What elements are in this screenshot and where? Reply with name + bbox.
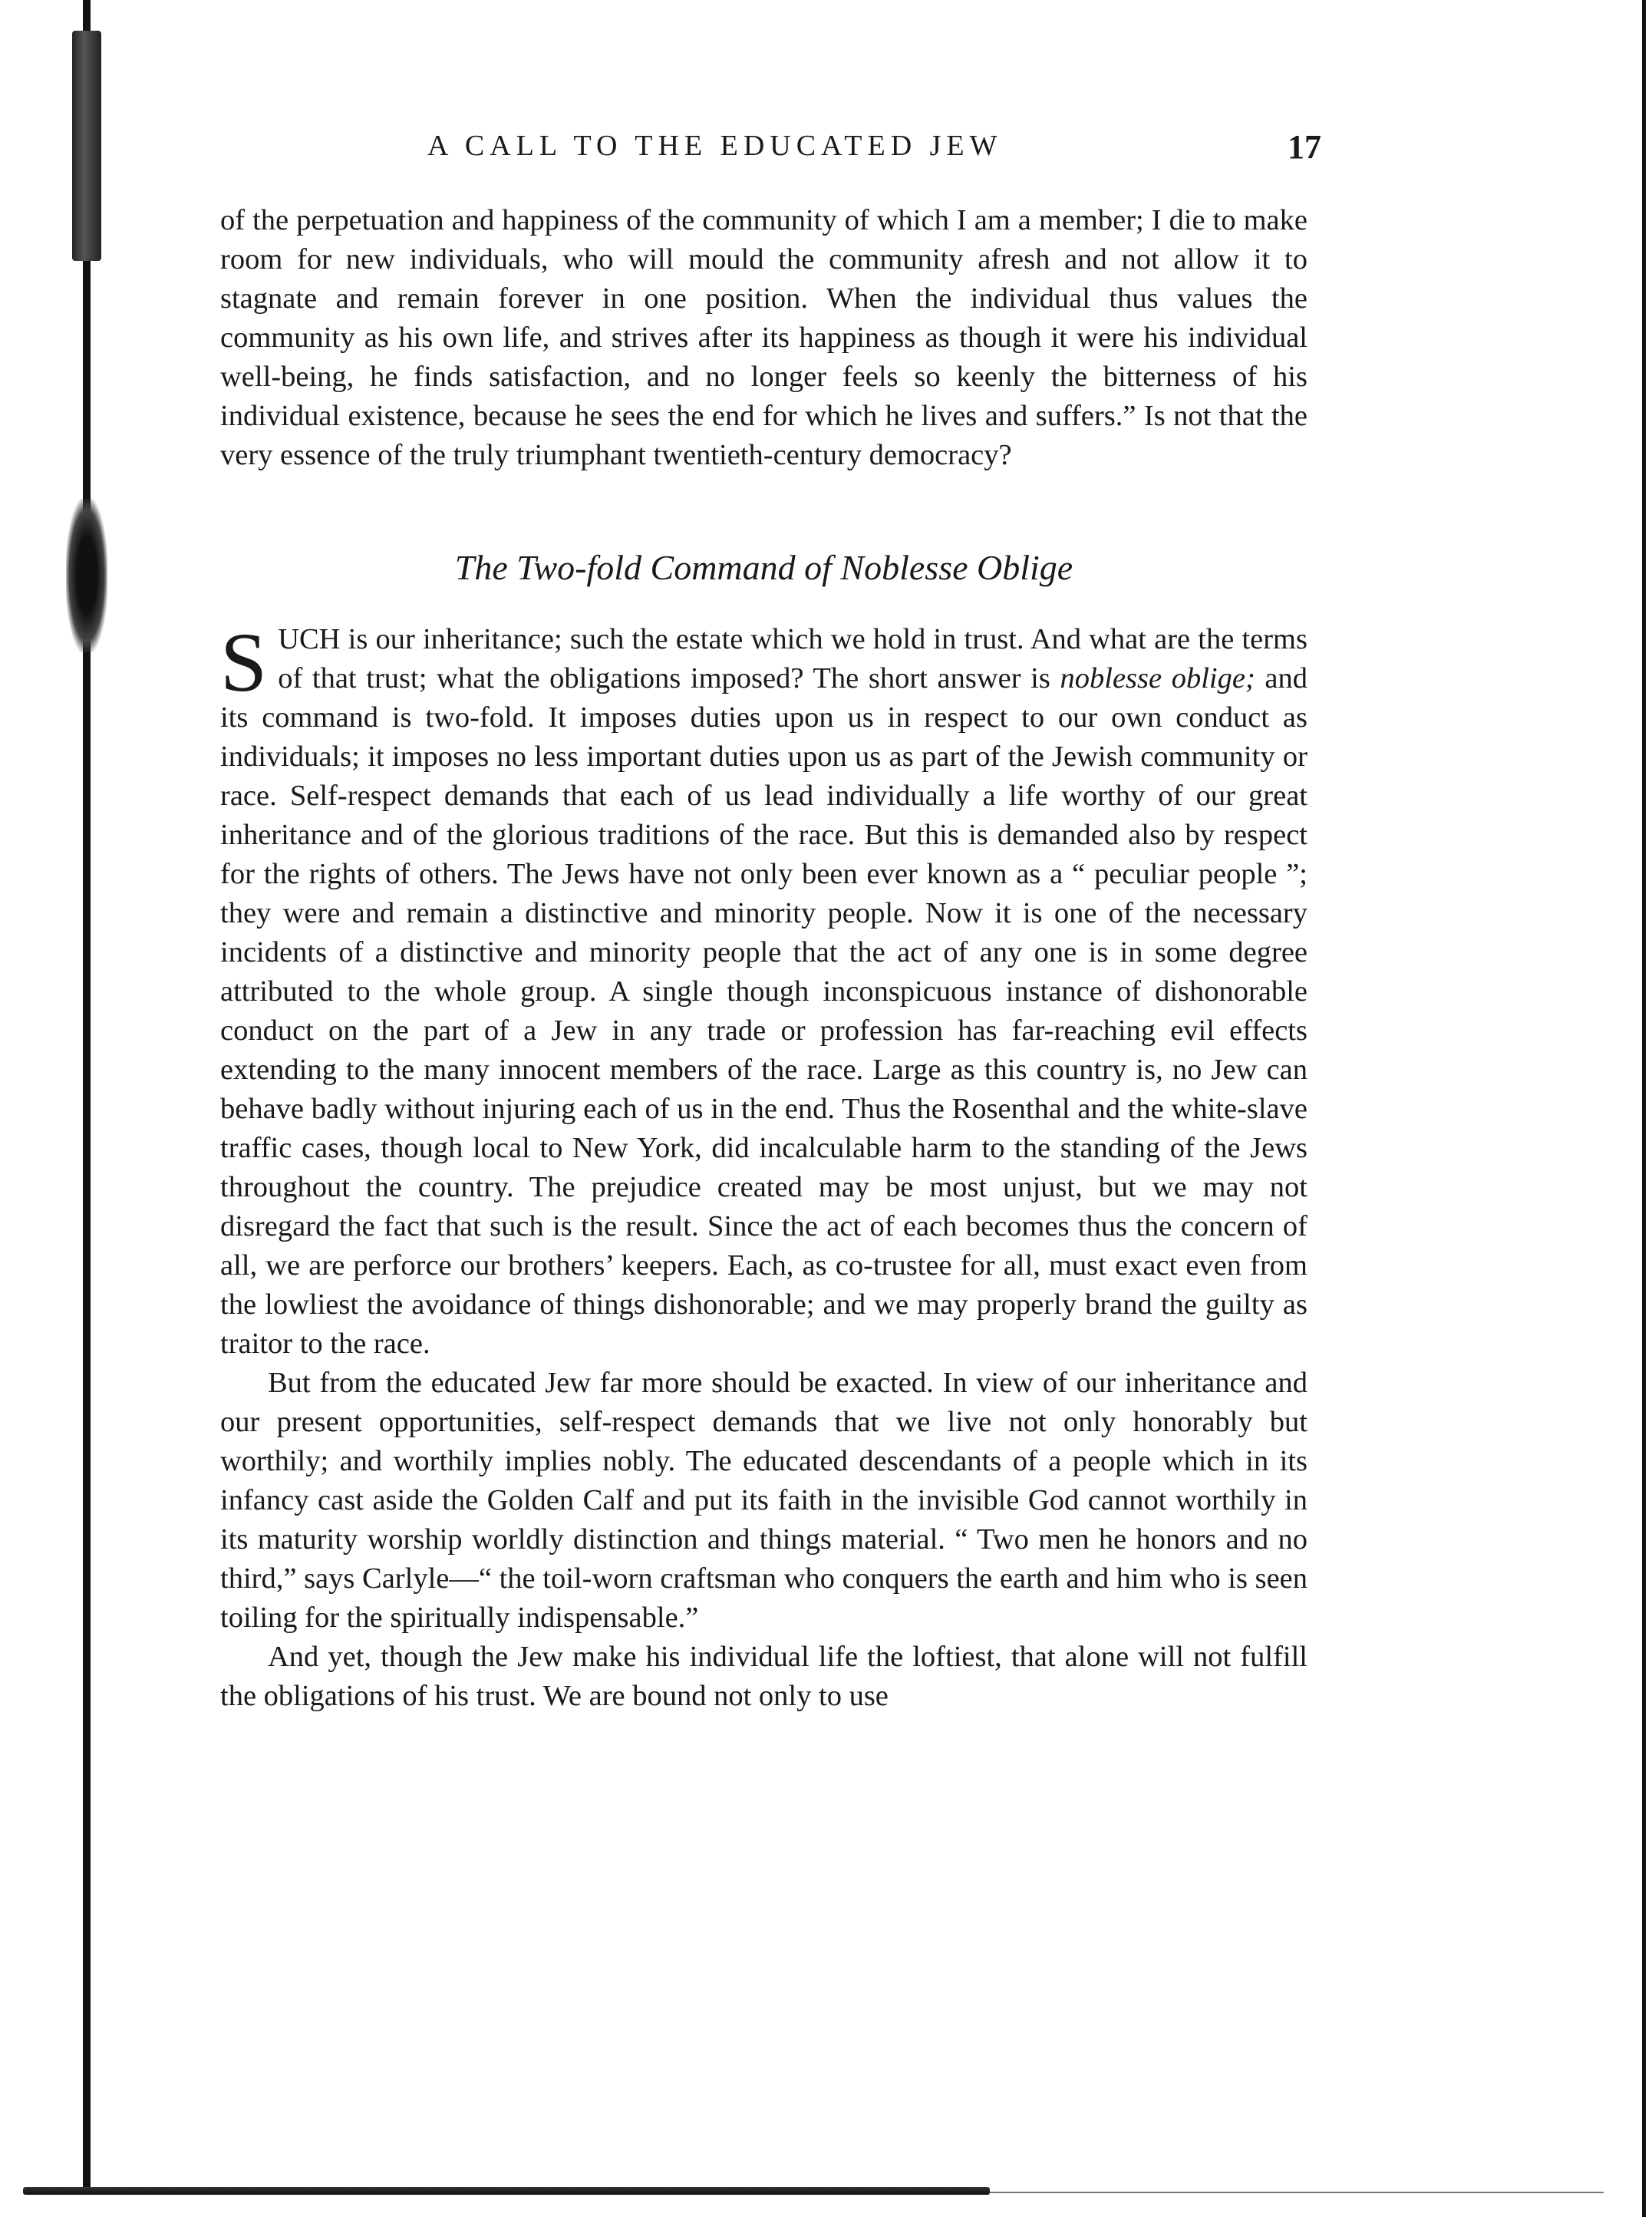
- paragraph-1-lead: UCH is our inheritance; such the estate which we hold in trust. And what are the terms of that trust; what the obligations imposed? The short answer is: [278, 623, 1307, 694]
- page-number: 17: [1288, 128, 1321, 166]
- drop-cap: S: [220, 615, 268, 709]
- section-paragraph-2: But from the educated Jew far more should be exacted. In view of our inheritance and our present opportunities, self-respect demands that we live not only honorably but worthily; and worthily implies nobly. The educated descendants of a people which in its infancy cast aside the Golden Calf and put its faith in the invisible God cannot worthily in its maturity worship worldly distinction and things material. “ Two men he honors and no third,” says Carlyle—“ the toil-worn craftsman who conquers the earth and him who is seen toiling for the spiritually indispensable.”: [220, 1367, 1307, 1634]
- page-bottom-edge: [23, 2187, 990, 2195]
- section-text-block: [220, 615, 1308, 1716]
- section-paragraph-1: [220, 615, 1308, 1364]
- running-header: [220, 129, 1321, 175]
- section-heading: The Two-fold Command of Noblesse Oblige: [454, 548, 1073, 587]
- page-bottom-edge-tail: [990, 2192, 1604, 2193]
- section-paragraph-3: And yet, though the Jew make his individual life the loftiest, that alone will not fulfill the obligations of his trust. We are bound not only to use: [220, 1641, 1307, 1712]
- opening-paragraph: of the perpetuation and happiness of the community of which I am a member; I die to make room for new individuals, who will mould the community afresh and not allow it to stagnate and remain forever in one position. When the individual thus values the community as his own life, and strives after its happiness as though it were his individual well-being, he finds satisfaction, and no longer feels so keenly the bitterness of his individual existence, because he sees the end for which he lives and suffers.” Is not that the very essence of the truly triumphant twentieth-century democracy?: [220, 204, 1307, 471]
- page-binding-edge: [83, 0, 91, 2195]
- page-right-edge: [1642, 0, 1646, 2217]
- paragraph-1-emphasis: noblesse oblige;: [1060, 662, 1255, 694]
- running-title: A CALL TO THE EDUCATED JEW: [427, 130, 1003, 162]
- opening-text-block: [220, 201, 1307, 475]
- paragraph-1-rest: and its command is two-fold. It imposes duties upon us in respect to our own conduct as individuals; it imposes no less important duties upon us as part of the Jewish community or race. Self-respect demands that each of us lead individually a life worthy of our great inheritance and of the glorious traditions of the race. But this is demanded also by respect for the rights of others. The Jews have not only been ever known as a “ peculiar people ”; they were and remain a distinctive and minority people. Now it is one of the necessary incidents of a distinctive and minority people that the act of any one is in some degree attributed to the whole group. A single though inconspicuous instance of dishonorable conduct on the part of a Jew in any trade or profession has far-reaching evil effects extending to the many innocent members of the race. Large as this country is, no Jew can behave badly without injuring each of us in the end. Thus the Rosenthal and the white-slave traffic cases, though local to New York, did incalculable harm to the standing of the Jews throughout the country. The prejudice created may be most unjust, but we may not disregard the fact that such is the result. Since the act of each becomes thus the concern of all, we are perforce our brothers’ keepers. Each, as co-trustee for all, must exact even from the lowliest the avoidance of things dishonorable; and we may properly brand the guilty as traitor to the race.: [220, 662, 1308, 1360]
